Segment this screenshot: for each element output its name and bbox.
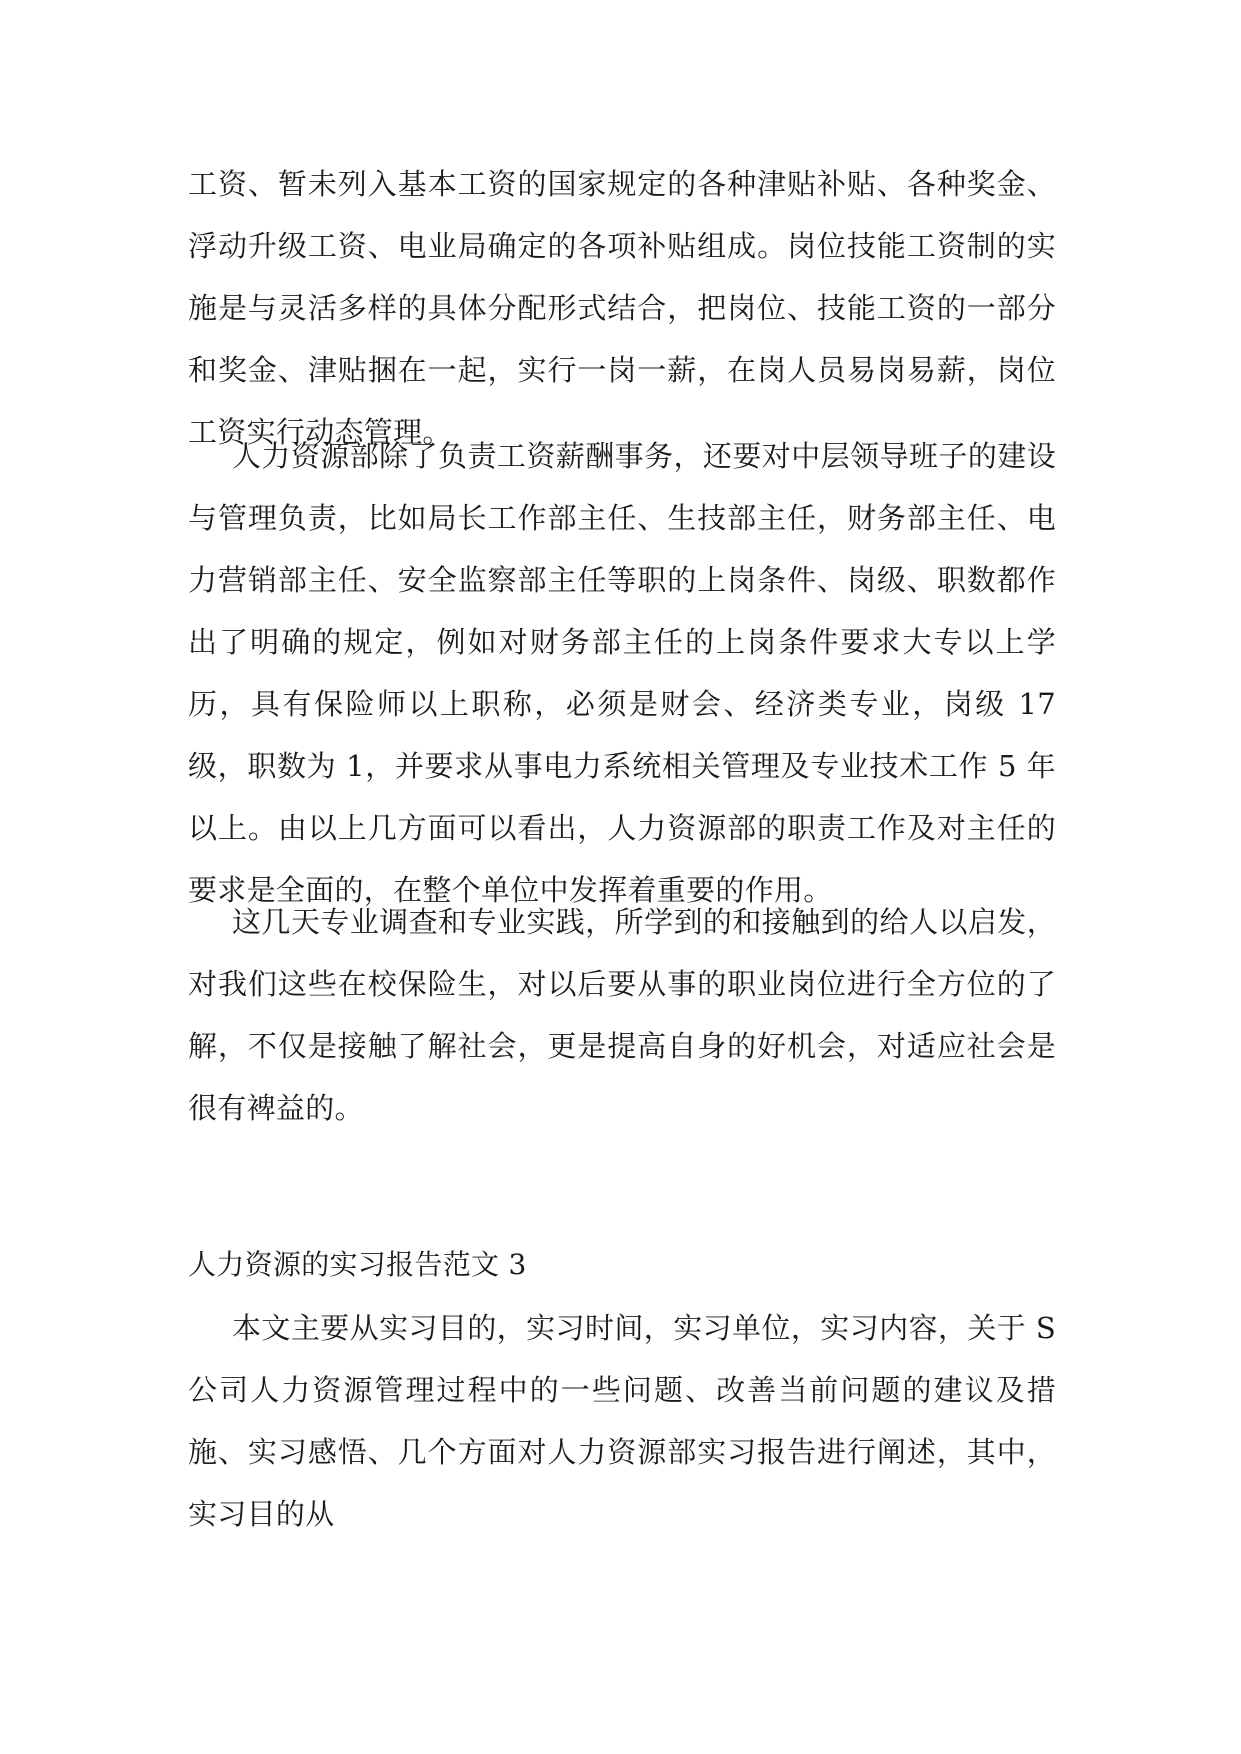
section-heading-block [188,1234,1056,1296]
paragraph-1: 工资、暂未列入基本工资的国家规定的各种津贴补贴、各种奖金、浮动升级工资、电业局确定的各项补贴组成。岗位技能工资制的实施是与灵活多样的具体分配形式结合，把岗位、技能工资的一部分和奖金、津贴捆在一起，实行一岗一薪，在岗人员易岗易薪，岗位工资实行动态管理。 [188,167,1056,449]
paragraph-2: 人力资源部除了负责工资薪酬事务，还要对中层领导班子的建设与管理负责，比如局长工作部主任、生技部主任，财务部主任、电力营销部主任、安全监察部主任等职的上岗条件、岗级、职数都作出了明确的规定，例如对财务部主任的上岗条件要求大专以上学历，具有保险师以上职称，必须是财会、经济类专业，岗级 17 级，职数为 1，并要求从事电力系统相关管理及专业技术工作 5 年以上。由以上几方面可以看出，人力资源部的职责工作及对主任的要求是全面的，在整个单位中发挥着重要的作用。 [188,439,1056,907]
paragraph-4-block [188,1297,1056,1545]
section-heading: 人力资源的实习报告范文 3 [188,1248,527,1281]
paragraph-3-block [188,891,1056,1139]
paragraph-1-block [188,153,1056,463]
paragraph-3: 这几天专业调查和专业实践，所学到的和接触到的给人以启发，对我们这些在校保险生，对以后要从事的职业岗位进行全方位的了解，不仅是接触了解社会，更是提高自身的好机会，对适应社会是很有裨益的。 [188,905,1056,1125]
paragraph-2-block [188,425,1056,921]
paragraph-4: 本文主要从实习目的，实习时间，实习单位，实习内容，关于 S 公司人力资源管理过程中的一些问题、改善当前问题的建议及措施、实习感悟、几个方面对人力资源部实习报告进行阐述，其中，实习目的从 [188,1311,1056,1531]
